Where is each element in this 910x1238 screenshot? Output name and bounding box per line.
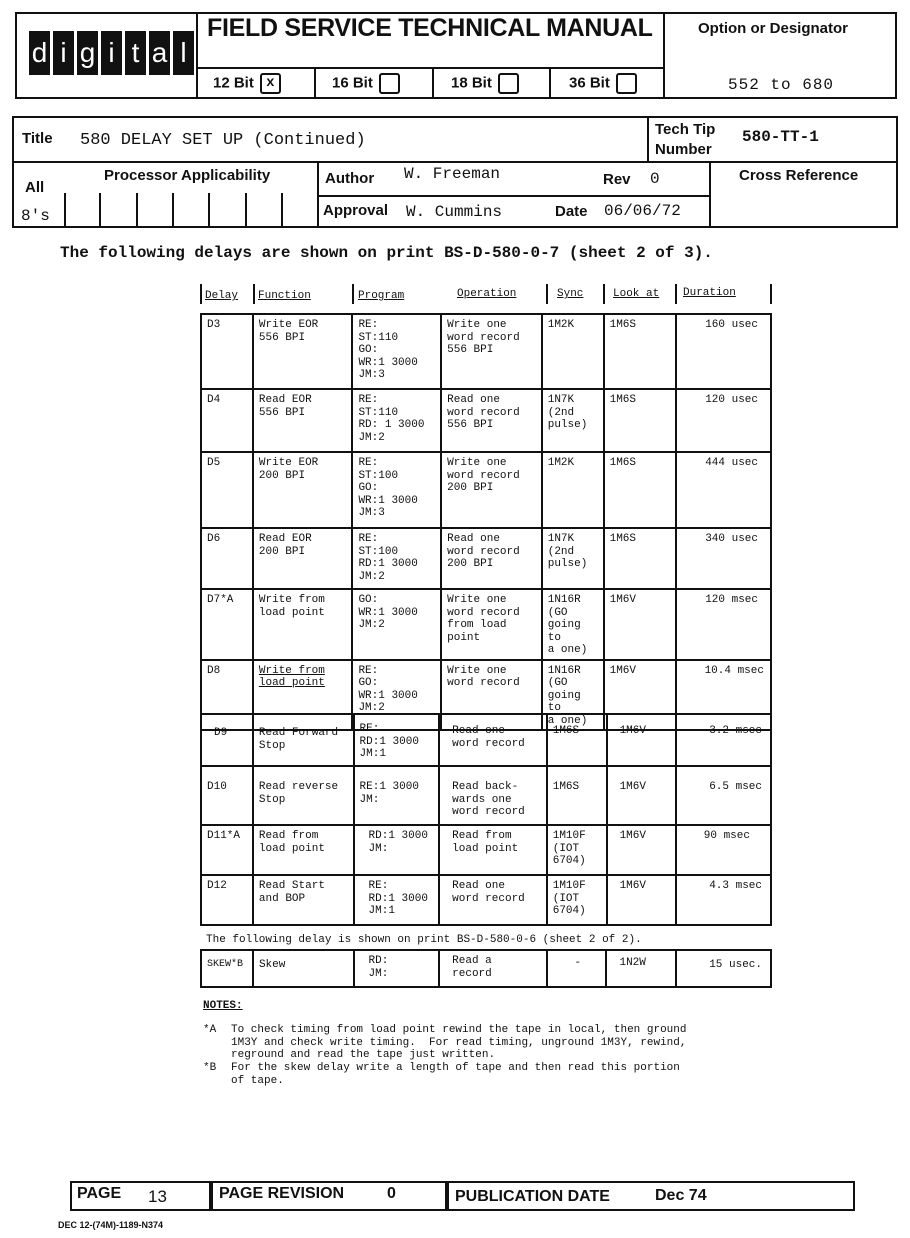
cell-duration: 3.2 msec bbox=[676, 714, 771, 766]
cell-program: RE: ST:100 GO: WR:1 3000 JM:3 bbox=[352, 452, 441, 528]
processor-tick bbox=[208, 193, 210, 228]
cell-delay: D10 bbox=[201, 766, 253, 825]
processor-tick bbox=[136, 193, 138, 228]
cell-function: Read from load point bbox=[253, 825, 354, 875]
logo-letter: d bbox=[29, 31, 50, 75]
cell-operation: Read one word record 200 BPI bbox=[441, 528, 542, 589]
cell-operation: Write one word record 200 BPI bbox=[441, 452, 542, 528]
date-label: Date bbox=[555, 203, 588, 220]
page-label: PAGE bbox=[77, 1185, 122, 1202]
processor-tick bbox=[172, 193, 174, 228]
rev-label: Rev bbox=[603, 171, 631, 188]
cell-operation: Read one word record bbox=[439, 875, 547, 925]
cell-function: Read reverse Stop bbox=[253, 766, 354, 825]
col-header-look-at: Look at bbox=[613, 288, 660, 300]
cell-look-at: 1M6V bbox=[604, 660, 677, 731]
header-tick bbox=[675, 284, 677, 304]
skew-table bbox=[200, 949, 772, 988]
col-header-function: Function bbox=[258, 290, 311, 302]
option-value: 552 to 680 bbox=[728, 76, 835, 94]
cell-operation: Read one word record bbox=[439, 714, 547, 766]
footer-divider bbox=[209, 1181, 213, 1211]
cell-function: Read Forward Stop bbox=[253, 714, 354, 766]
cell-program: RE: ST:110 RD: 1 3000 JM:2 bbox=[352, 389, 441, 452]
author-label: Author bbox=[325, 170, 375, 187]
cell-program: RE: RD:1 3000 JM:1 bbox=[354, 875, 440, 925]
bit-label: 36 Bit bbox=[569, 74, 610, 92]
cell-program: RD: JM: bbox=[354, 950, 440, 987]
cell-duration: 90 msec bbox=[676, 825, 771, 875]
cell-delay: D6 bbox=[201, 528, 253, 589]
note-text: For the skew delay write a length of tape and then read this portion of tape. bbox=[231, 1062, 680, 1087]
title-divider bbox=[317, 195, 709, 197]
cell-operation: Write one word record 556 BPI bbox=[441, 314, 542, 389]
header-tick bbox=[253, 284, 255, 304]
title-divider bbox=[709, 161, 711, 228]
cell-program: GO: WR:1 3000 JM:2 bbox=[352, 589, 441, 660]
table-row bbox=[201, 875, 771, 925]
cell-delay: D5 bbox=[201, 452, 253, 528]
note-text: To check timing from load point rewind the tape in local, then ground 1M3Y and check write timing. For read timing, unground 1M3Y, rewind, reground and read the tape just written. bbox=[231, 1024, 687, 1061]
cell-program: RE: ST:100 RD:1 3000 JM:2 bbox=[352, 528, 441, 589]
table-row bbox=[201, 714, 771, 766]
header-tick bbox=[200, 284, 202, 304]
cell-operation: Read from load point bbox=[439, 825, 547, 875]
header-tick bbox=[603, 284, 605, 304]
cell-sync: 1N7K (2nd pulse) bbox=[542, 389, 604, 452]
table-row bbox=[201, 589, 771, 660]
cell-function: Skew bbox=[253, 950, 354, 987]
cell-program: RE: GO: WR:1 3000 JM:2 bbox=[352, 660, 441, 731]
logo-letter: g bbox=[77, 31, 98, 75]
cell-function: Read Start and BOP bbox=[253, 875, 354, 925]
page-value: 13 bbox=[148, 1187, 167, 1206]
cell-operation: Write one word record bbox=[441, 660, 542, 731]
table-row bbox=[201, 452, 771, 528]
cell-look-at: 1M6S bbox=[604, 389, 677, 452]
bit-divider bbox=[432, 67, 434, 99]
header-divider bbox=[196, 67, 663, 69]
table-row bbox=[201, 528, 771, 589]
revision-label: PAGE REVISION bbox=[219, 1185, 345, 1202]
checkbox-icon bbox=[379, 73, 400, 94]
cell-look-at: 1M6V bbox=[604, 589, 677, 660]
cell-duration: 444 usec bbox=[676, 452, 771, 528]
delay-table-lower bbox=[200, 713, 772, 926]
cell-look-at: 1M6V bbox=[607, 875, 677, 925]
tech-tip-label bbox=[655, 120, 715, 160]
digital-logo bbox=[29, 31, 194, 75]
cell-delay: D12 bbox=[201, 875, 253, 925]
notes-heading: NOTES: bbox=[203, 1000, 243, 1012]
approval-value: W. Cummins bbox=[406, 203, 503, 221]
cell-operation: Read a record bbox=[439, 950, 547, 987]
logo-letter: l bbox=[173, 31, 194, 75]
cell-duration: 10.4 msec bbox=[676, 660, 771, 731]
cell-look-at: 1M6S bbox=[604, 314, 677, 389]
table-row bbox=[201, 825, 771, 875]
processor-tick bbox=[281, 193, 283, 228]
checkbox-icon: x bbox=[260, 73, 281, 94]
processor-tick bbox=[64, 193, 66, 228]
checkbox-icon bbox=[616, 73, 637, 94]
rev-value: 0 bbox=[650, 170, 660, 188]
cell-look-at: 1M6V bbox=[607, 825, 677, 875]
checkbox-icon bbox=[498, 73, 519, 94]
note-marker: *B bbox=[203, 1062, 217, 1074]
cell-duration: 340 usec bbox=[676, 528, 771, 589]
cell-sync: 1M10F (IOT 6704) bbox=[547, 825, 607, 875]
bit-label: 16 Bit bbox=[332, 74, 373, 92]
cell-sync: 1M2K bbox=[542, 314, 604, 389]
cell-look-at: 1M6V bbox=[607, 714, 677, 766]
bit-option-12 bbox=[213, 73, 281, 94]
cell-program: RE:1 3000 JM: bbox=[354, 766, 440, 825]
logo-letter: i bbox=[53, 31, 74, 75]
revision-value: 0 bbox=[387, 1185, 396, 1202]
col-header-program: Program bbox=[358, 290, 405, 302]
cell-look-at: 1M6S bbox=[604, 452, 677, 528]
col-header-duration: Duration bbox=[683, 287, 736, 299]
logo-letter: i bbox=[101, 31, 122, 75]
processor-tick bbox=[99, 193, 101, 228]
cell-delay: D8 bbox=[201, 660, 253, 731]
bit-option-16 bbox=[332, 73, 400, 94]
date-value: 06/06/72 bbox=[604, 202, 681, 220]
cell-function: Read EOR 556 BPI bbox=[253, 389, 353, 452]
cell-sync: 1N16R (GO going to a one) bbox=[542, 589, 604, 660]
cell-look-at: 1M6V bbox=[607, 766, 677, 825]
bit-label: 12 Bit bbox=[213, 74, 254, 92]
note-marker: *A bbox=[203, 1024, 217, 1036]
cell-operation: Read back- wards one word record bbox=[439, 766, 547, 825]
tech-tip-label-line: Tech Tip bbox=[655, 121, 716, 138]
cell-program: RE: RD:1 3000 JM:1 bbox=[354, 714, 440, 766]
cell-delay: D3 bbox=[201, 314, 253, 389]
table-row bbox=[201, 766, 771, 825]
cell-sync: 1M6S bbox=[547, 766, 607, 825]
header-divider bbox=[196, 12, 198, 99]
publication-date-value: Dec 74 bbox=[655, 1187, 707, 1204]
manual-title: FIELD SERVICE TECHNICAL MANUAL bbox=[207, 14, 653, 42]
cell-look-at: 1M6S bbox=[604, 528, 677, 589]
bit-divider bbox=[314, 67, 316, 99]
cell-delay: D4 bbox=[201, 389, 253, 452]
title-divider bbox=[12, 161, 898, 163]
cell-function: Write from load point bbox=[253, 660, 353, 731]
col-header-delay: Delay bbox=[205, 290, 239, 302]
tech-tip-value: 580-TT-1 bbox=[742, 128, 819, 146]
cell-sync: 1M6S bbox=[547, 714, 607, 766]
title-label: Title bbox=[22, 130, 53, 147]
cell-program: RE: ST:110 GO: WR:1 3000 JM:3 bbox=[352, 314, 441, 389]
cell-sync: 1N7K (2nd pulse) bbox=[542, 528, 604, 589]
bit-label: 18 Bit bbox=[451, 74, 492, 92]
footer-divider bbox=[445, 1181, 449, 1211]
col-header-operation: Operation bbox=[457, 288, 517, 300]
cell-delay: D11*A bbox=[201, 825, 253, 875]
cell-delay: D9 bbox=[201, 714, 253, 766]
cross-reference-label: Cross Reference bbox=[739, 167, 859, 184]
cell-function: Write from load point bbox=[253, 589, 353, 660]
cell-delay: SKEW*B bbox=[201, 950, 253, 987]
cell-function: Write EOR 200 BPI bbox=[253, 452, 353, 528]
cell-program: RD:1 3000 JM: bbox=[354, 825, 440, 875]
approval-label: Approval bbox=[323, 202, 389, 219]
author-value: W. Freeman bbox=[404, 165, 501, 183]
cell-function: Write EOR 556 BPI bbox=[253, 314, 353, 389]
delay-table-upper bbox=[200, 313, 772, 731]
cell-duration: 15 usec. bbox=[676, 950, 771, 987]
eights-label: 8's bbox=[21, 207, 50, 225]
intro2-text: The following delay is shown on print BS-D-580-0-6 (sheet 2 of 2). bbox=[206, 934, 642, 946]
cell-duration: 160 usec bbox=[676, 314, 771, 389]
note-item-b bbox=[203, 1062, 680, 1087]
all-label: All bbox=[25, 179, 45, 196]
cell-duration: 120 usec bbox=[676, 389, 771, 452]
cell-sync: - bbox=[547, 950, 607, 987]
title-value: 580 DELAY SET UP (Continued) bbox=[80, 131, 366, 150]
cell-sync: 1M10F (IOT 6704) bbox=[547, 875, 607, 925]
header-tick bbox=[770, 284, 772, 304]
logo-letter: a bbox=[149, 31, 170, 75]
header-divider bbox=[663, 12, 665, 99]
intro-text: The following delays are shown on print BS-D-580-0-7 (sheet 2 of 3). bbox=[60, 244, 713, 262]
title-divider bbox=[647, 116, 649, 162]
header-tick bbox=[546, 284, 548, 304]
form-number: DEC 12-(74M)-1189-N374 bbox=[58, 1220, 164, 1230]
cell-duration: 4.3 msec bbox=[676, 875, 771, 925]
bit-option-36 bbox=[569, 73, 637, 94]
header-tick bbox=[352, 284, 354, 304]
cell-function: Read EOR 200 BPI bbox=[253, 528, 353, 589]
bit-divider bbox=[549, 67, 551, 99]
publication-date-label: PUBLICATION DATE bbox=[455, 1188, 610, 1205]
table-row bbox=[201, 389, 771, 452]
cell-operation: Write one word record from load point bbox=[441, 589, 542, 660]
table-row bbox=[201, 314, 771, 389]
col-header-sync: Sync bbox=[557, 288, 584, 300]
processor-tick bbox=[245, 193, 247, 228]
cell-look-at: 1N2W bbox=[606, 950, 676, 987]
cell-sync: 1M2K bbox=[542, 452, 604, 528]
cell-sync: 1N16R (GO going to a one) bbox=[542, 660, 604, 731]
cell-operation: Read one word record 556 BPI bbox=[441, 389, 542, 452]
note-item-a bbox=[203, 1024, 686, 1062]
cell-delay: D7*A bbox=[201, 589, 253, 660]
logo-letter: t bbox=[125, 31, 146, 75]
cell-duration: 120 msec bbox=[676, 589, 771, 660]
table-row bbox=[201, 950, 771, 987]
option-label: Option or Designator bbox=[698, 20, 848, 37]
tech-tip-label-line: Number bbox=[655, 141, 712, 158]
cell-duration: 6.5 msec bbox=[676, 766, 771, 825]
bit-option-18 bbox=[451, 73, 519, 94]
processor-label: Processor Applicability bbox=[104, 167, 271, 184]
